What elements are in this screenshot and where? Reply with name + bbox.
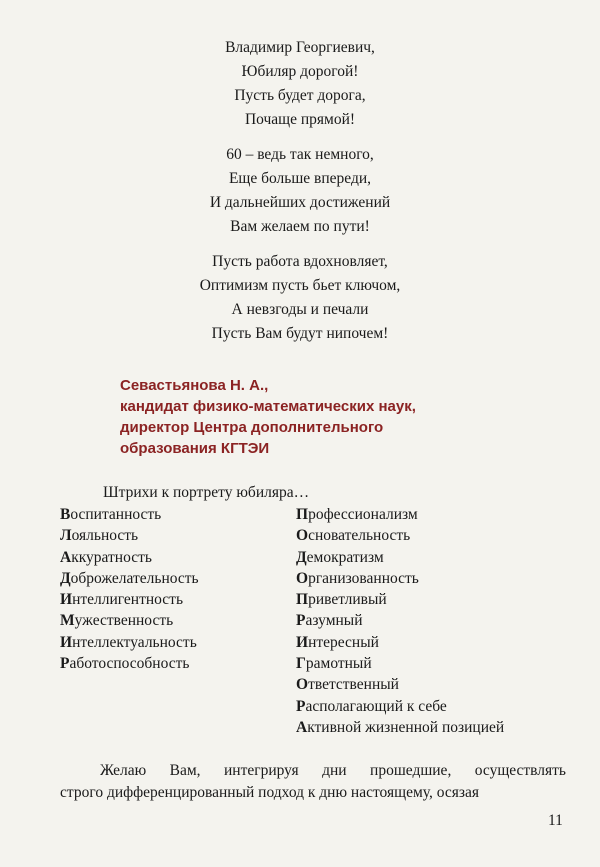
author-degree: кандидат физико-математических наук, — [120, 398, 416, 415]
acrostic-word — [60, 632, 199, 653]
intro-line: Штрихи к портрету юбиляра… — [103, 484, 310, 501]
acrostic-rest: ояльность — [71, 527, 139, 545]
poem-line: И дальнейших достижений — [209, 194, 391, 211]
closing-paragraph — [60, 760, 566, 804]
acrostic-initial: О — [296, 676, 309, 694]
acrostic-initial: О — [296, 527, 309, 545]
acrostic-initial: В — [60, 506, 71, 523]
acrostic-word — [296, 632, 504, 653]
poem-stanza-2 — [0, 143, 600, 239]
acrostic-word — [296, 525, 504, 546]
acrostic-word — [296, 653, 504, 674]
acrostic-word — [60, 547, 199, 568]
acrostic-rest: нтеллектуальность — [72, 633, 197, 651]
acrostic-word — [60, 653, 199, 674]
acrostic-word — [296, 674, 504, 695]
author-organization: образования КГТЭИ — [120, 440, 270, 457]
acrostic-rest: оброжелательность — [70, 569, 199, 587]
acrostic-rest: оспитанность — [70, 506, 162, 523]
closing-line: Желаю Вам, интегрируя дни прошедшие, осуществлять — [100, 762, 566, 779]
poem-stanza-3 — [0, 250, 600, 346]
closing-line: строго дифференцированный подход к дню настоящему, осязая — [60, 784, 479, 801]
acrostic-rest: нтересный — [308, 633, 379, 651]
acrostic-word — [60, 568, 199, 589]
acrostic-rest: емократизм — [306, 548, 384, 566]
acrostic-initial: Д — [60, 569, 71, 587]
poem-line: Почаще прямой! — [244, 111, 356, 128]
acrostic-word — [60, 525, 199, 546]
poem-line: Еще больше впереди, — [228, 170, 372, 187]
acrostic-rest: азумный — [305, 612, 363, 630]
author-name: Севастьянова Н. А., — [120, 377, 269, 394]
acrostic-rest: асполагающий к себе — [305, 697, 447, 715]
poem-line: Пусть Вам будут нипочем! — [211, 325, 389, 342]
acrostic-initial: А — [60, 548, 72, 566]
acrostic-initial: Р — [296, 612, 306, 630]
acrostic-word — [296, 568, 504, 589]
poem-line: 60 – ведь так немного, — [226, 146, 374, 163]
acrostic-left-column — [60, 504, 199, 674]
acrostic-right-column — [296, 504, 504, 738]
acrostic-word — [296, 696, 504, 717]
poem-line: Владимир Георгиевич, — [225, 39, 375, 56]
acrostic-word — [60, 610, 199, 631]
poem-line: Вам желаем по пути! — [230, 218, 370, 235]
acrostic-word — [296, 504, 504, 525]
acrostic-initial: Р — [296, 697, 306, 715]
acrostic-rest: сновательность — [308, 527, 411, 545]
acrostic-initial: Р — [60, 655, 70, 673]
acrostic-rest: ктивной жизненной позицией — [307, 718, 505, 736]
acrostic-initial: П — [296, 591, 309, 609]
acrostic-word — [60, 504, 199, 525]
acrostic-rest: риветливый — [308, 591, 387, 609]
poem-line: Юбиляр дорогой! — [241, 63, 359, 80]
author-position: директор Центра дополнительного — [120, 419, 384, 436]
acrostic-initial: И — [60, 591, 73, 609]
author-heading — [120, 375, 560, 459]
acrostic-rest: нтеллигентность — [72, 591, 184, 609]
acrostic-word — [296, 589, 504, 610]
acrostic-initial: Г — [296, 655, 306, 673]
acrostic-initial: Л — [60, 527, 72, 545]
acrostic-word — [296, 717, 504, 738]
acrostic-initial: А — [296, 718, 308, 736]
poem-line: Оптимизм пусть бьет ключом, — [199, 277, 401, 294]
page-number: 11 — [548, 812, 563, 829]
acrostic-rest: рганизованность — [308, 569, 419, 587]
poem-line: Пусть будет дорога, — [234, 87, 366, 104]
poem-line: Пусть работа вдохновляет, — [212, 253, 388, 270]
acrostic-initial: О — [296, 569, 309, 587]
acrostic-rest: ужественность — [74, 612, 174, 630]
acrostic-rest: ккуратность — [71, 548, 152, 566]
acrostic-rest: рамотный — [305, 655, 372, 673]
acrostic-rest: аботоспособность — [69, 655, 190, 673]
acrostic-initial: П — [296, 506, 309, 523]
poem-stanza-1 — [0, 36, 600, 132]
acrostic-initial: М — [60, 612, 75, 630]
acrostic-initial: И — [296, 633, 309, 651]
acrostic-word — [296, 610, 504, 631]
acrostic-rest: тветственный — [308, 676, 399, 694]
acrostic-rest: рофессионализм — [308, 506, 418, 523]
acrostic-word — [296, 547, 504, 568]
acrostic-initial: Д — [296, 548, 307, 566]
acrostic-word — [60, 589, 199, 610]
poem-line: А невзгоды и печали — [231, 301, 369, 318]
acrostic-initial: И — [60, 633, 73, 651]
